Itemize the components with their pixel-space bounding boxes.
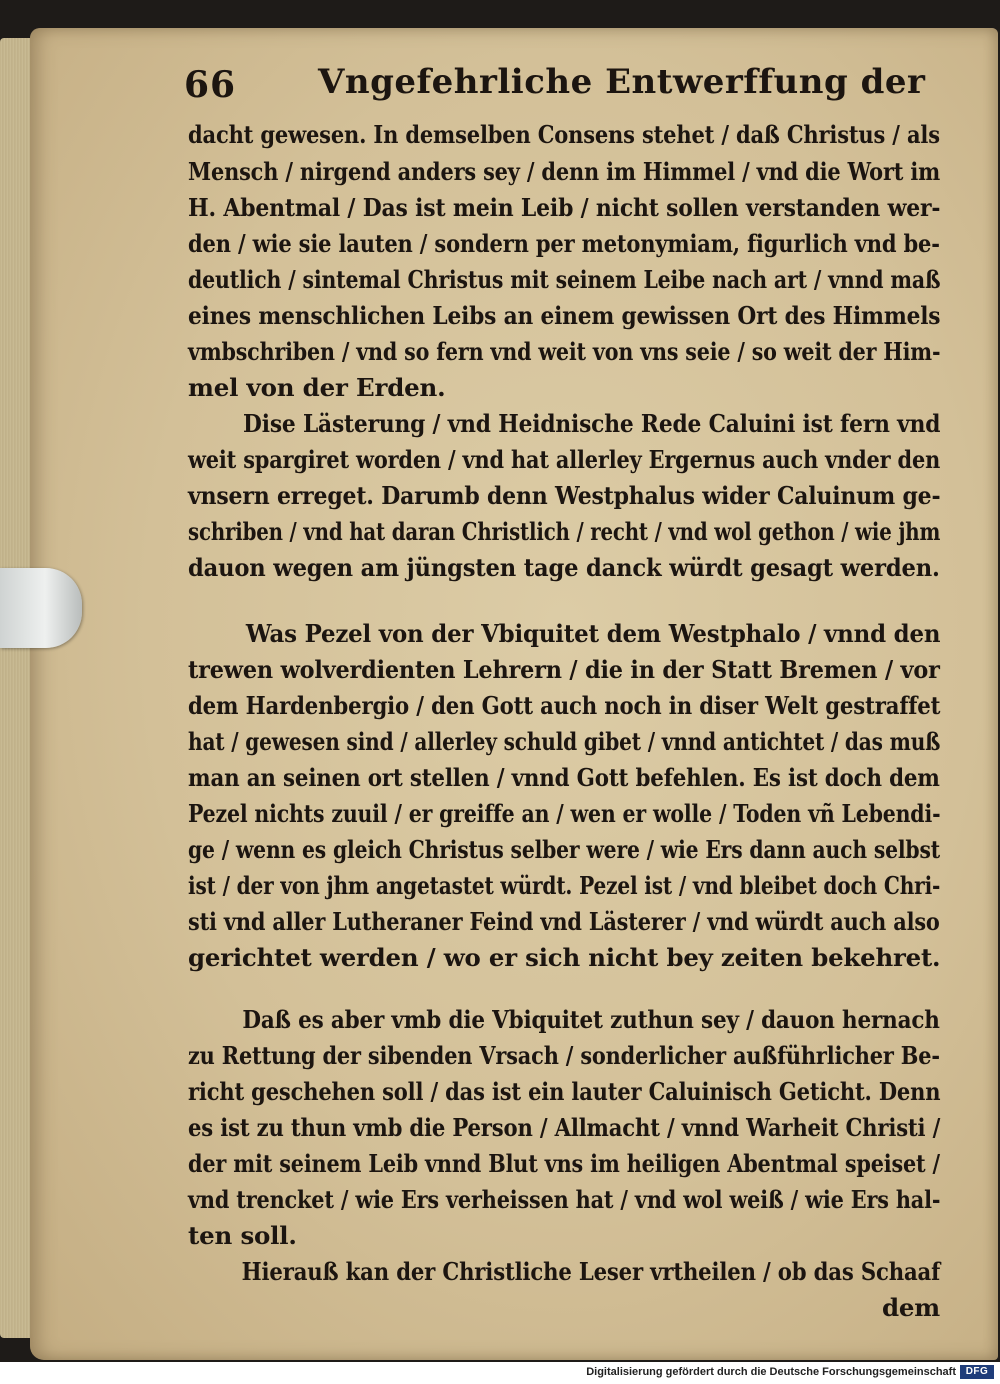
funding-credit: Digitalisierung gefördert durch die Deutsche Forschungsgemeinschaft — [586, 1366, 956, 1378]
text-line: der mit seinem Leib vnnd Blut vns im heiligen Abentmal speiset / — [188, 1149, 940, 1178]
text-line: mel von der Erden. — [188, 373, 446, 402]
text-line: ist / der von jhm angetastet würdt. Pezel ist / vnd bleibet doch Chri- — [188, 871, 941, 900]
text-line: ge / wenn es gleich Christus selber were / wie Ers dann auch selbst — [188, 835, 940, 864]
text-line: richt geschehen soll / das ist ein lauter Caluinisch Geticht. Denn — [188, 1077, 941, 1106]
text-line: ten soll. — [188, 1221, 297, 1250]
text-line: H. Abentmal / Das ist mein Leib / nicht sollen verstanden wer- — [188, 193, 941, 222]
text-line: vnd trencket / wie Ers verheissen hat / vnd wol weiß / wie Ers hal- — [188, 1185, 941, 1214]
text-line: trewen wolverdienten Lehrern / die in der Statt Bremen / vor — [188, 655, 940, 684]
text-line: dacht gewesen. In demselben Consens stehet / daß Christus / als — [188, 120, 940, 149]
text-line: den / wie sie lauten / sondern per metonymiam, figurlich vnd be- — [188, 229, 940, 258]
text-line: es ist zu thun vmb die Person / Allmacht / vnnd Warheit Christi / — [188, 1113, 941, 1142]
text-line: deutlich / sintemal Christus mit seinem Leibe nach art / vnnd maß — [188, 265, 941, 294]
text-line: weit spargiret worden / vnd hat allerley Ergernus auch vnder den — [188, 445, 941, 474]
text-line: Mensch / nirgend anders sey / denn im Himmel / vnd die Wort im — [188, 157, 941, 186]
running-title: Vngefehrliche Entwerffung der — [318, 62, 926, 102]
text-line: Dise Lästerung / vnd Heidnische Rede Caluini ist fern vnd — [243, 409, 941, 438]
text-line: Hierauß kan der Christliche Leser vrtheilen / ob das Schaaf — [241, 1257, 941, 1286]
text-line: zu Rettung der sibenden Vrsach / sonderlicher außführlicher Be- — [188, 1041, 940, 1070]
text-line: gerichtet werden / wo er sich nicht bey zeiten bekehret. — [188, 943, 941, 972]
catchword: dem — [881, 1293, 940, 1322]
text-line: Daß es aber vmb die Vbiquitet zuthun sey / dauon hernach — [242, 1005, 940, 1034]
text-line: vnsern erreget. Darumb denn Westphalus wider Caluinum ge- — [188, 481, 941, 510]
text-line: hat / gewesen sind / allerley schuld gibet / vnnd antichtet / das muß — [188, 727, 941, 756]
text-line: man an seinen ort stellen / vnnd Gott befehlen. Es ist doch dem — [188, 763, 940, 792]
text-line: Pezel nichts zuuil / er greiffe an / wen er wolle / Toden vñ Lebendi- — [188, 799, 941, 828]
text-line: dauon wegen am jüngsten tage danck würdt gesagt werden. — [188, 553, 940, 582]
text-line: Was Pezel von der Vbiquitet dem Westphalo / vnnd den — [245, 619, 941, 648]
text-line: sti vnd aller Lutheraner Feind vnd Lästerer / vnd würdt auch also — [188, 907, 940, 936]
text-line: dem Hardenbergio / den Gott auch noch in diser Welt gestraffet — [188, 691, 941, 720]
page-number: 66 — [184, 64, 237, 106]
dfg-logo-icon: DFG — [960, 1365, 994, 1379]
text-line: schriben / vnd hat daran Christlich / recht / vnd wol gethon / wie jhm — [188, 517, 941, 546]
text-line: vmbschriben / vnd so fern vnd weit von vns seie / so weit der Him- — [188, 337, 941, 366]
text-line: eines menschlichen Leibs an einem gewissen Ort des Himmels — [188, 301, 941, 330]
